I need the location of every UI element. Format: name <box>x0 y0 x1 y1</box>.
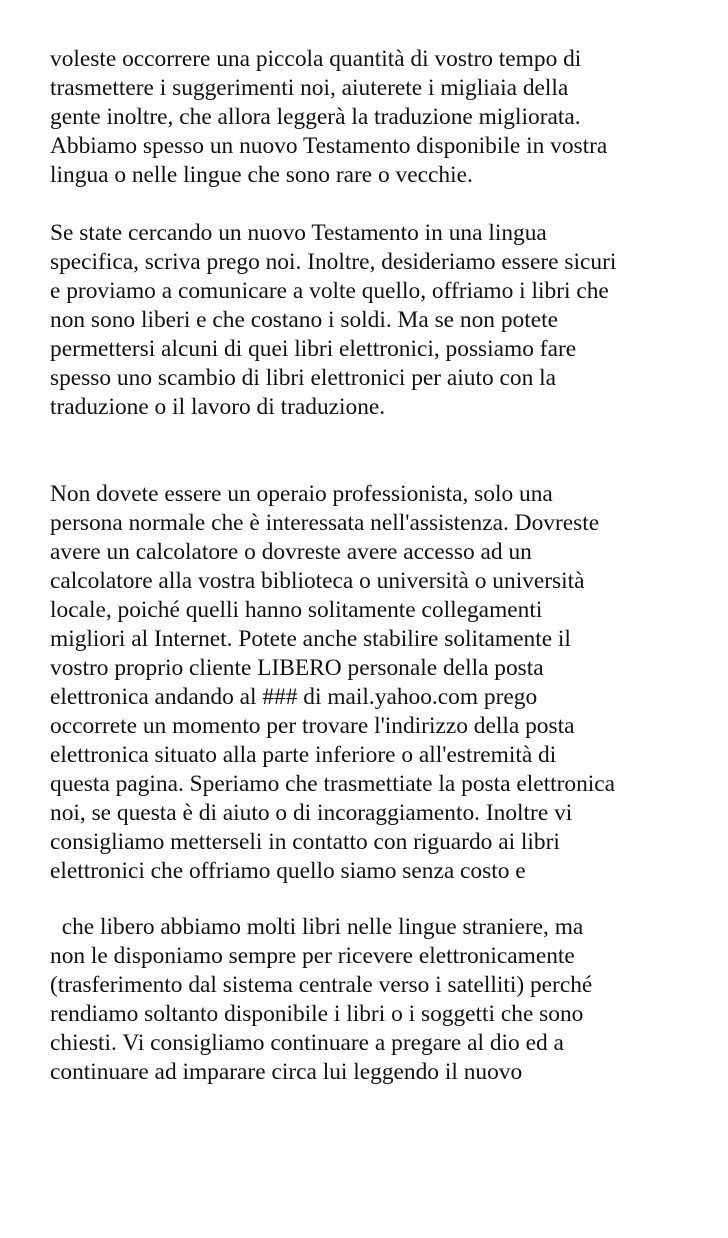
text-line: calcolatore alla vostra biblioteca o università o università <box>50 568 585 594</box>
text-line: chiesti. Vi consigliamo continuare a pregare al dio ed a <box>50 1030 564 1056</box>
text-line: Non dovete essere un operaio professionista, solo una <box>50 481 553 507</box>
text-line: Se state cercando un nuovo Testamento in una lingua <box>50 220 547 246</box>
document-page <box>50 45 690 1087</box>
text-line: elettronici che offriamo quello siamo senza costo e <box>50 858 526 884</box>
text-line: avere un calcolatore o dovreste avere accesso ad un <box>50 539 532 565</box>
text-line: occorrete un momento per trovare l'indirizzo della posta <box>50 713 575 739</box>
text-line: consigliamo metterseli in contatto con riguardo ai libri <box>50 829 560 855</box>
text-line: specifica, scriva prego noi. Inoltre, desideriamo essere sicuri <box>50 249 617 275</box>
text-line: elettronica situato alla parte inferiore o all'estremità di <box>50 742 557 768</box>
text-line: e proviamo a comunicare a volte quello, offriamo i libri che <box>50 278 609 304</box>
text-line: traduzione o il lavoro di traduzione. <box>50 394 386 420</box>
text-line: lingua o nelle lingue che sono rare o vecchie. <box>50 162 473 188</box>
text-line: trasmettere i suggerimenti noi, aiuterete i migliaia della <box>50 75 569 101</box>
paragraph-3 <box>50 480 690 886</box>
text-line: non le disponiamo sempre per ricevere elettronicamente <box>50 943 575 969</box>
text-line: gente inoltre, che allora leggerà la traduzione migliorata. <box>50 104 581 130</box>
text-line: vostro proprio cliente LIBERO personale della posta <box>50 655 544 681</box>
text-line: questa pagina. Speriamo che trasmettiate la posta elettronica <box>50 771 616 797</box>
text-line: Abbiamo spesso un nuovo Testamento disponibile in vostra <box>50 133 608 159</box>
paragraph-2 <box>50 219 690 422</box>
paragraph-1 <box>50 45 690 190</box>
text-line: noi, se questa è di aiuto o di incoraggiamento. Inoltre vi <box>50 800 573 826</box>
text-line: elettronica andando al ### di mail.yahoo.com prego <box>50 684 538 710</box>
text-line: spesso uno scambio di libri elettronici per aiuto con la <box>50 365 557 391</box>
text-line: che libero abbiamo molti libri nelle lingue straniere, ma <box>50 914 584 940</box>
text-line: permettersi alcuni di quei libri elettronici, possiamo fare <box>50 336 577 362</box>
text-line: continuare ad imparare circa lui leggendo il nuovo <box>50 1059 523 1085</box>
text-line: non sono liberi e che costano i soldi. Ma se non potete <box>50 307 558 333</box>
text-line: locale, poiché quelli hanno solitamente collegamenti <box>50 597 543 623</box>
text-line: persona normale che è interessata nell'assistenza. Dovreste <box>50 510 600 536</box>
paragraph-4 <box>50 913 690 1087</box>
text-line: rendiamo soltanto disponibile i libri o i soggetti che sono <box>50 1001 584 1027</box>
text-line: migliori al Internet. Potete anche stabilire solitamente il <box>50 626 571 652</box>
text-line: voleste occorrere una piccola quantità di vostro tempo di <box>50 46 582 72</box>
text-line: (trasferimento dal sistema centrale verso i satelliti) perché <box>50 972 593 998</box>
